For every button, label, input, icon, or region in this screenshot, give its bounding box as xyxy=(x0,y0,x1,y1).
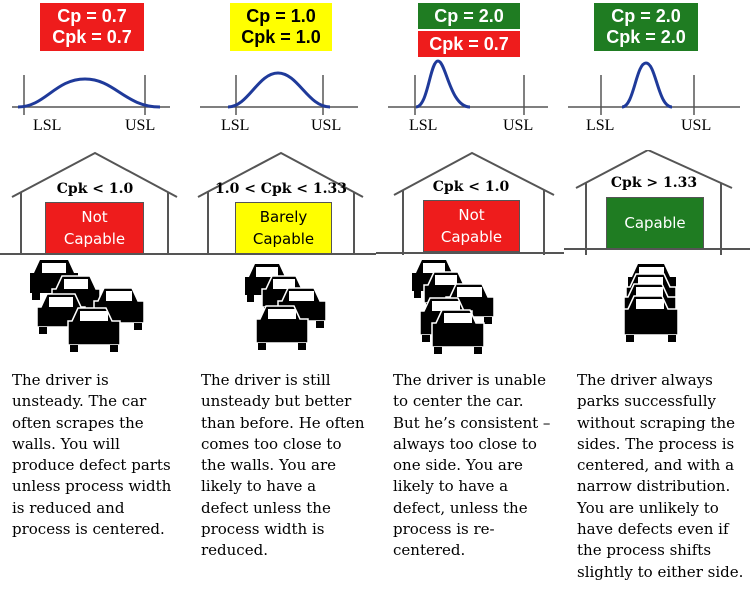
lsl-label: LSL xyxy=(409,117,438,134)
cp-value: Cp = 2.0 xyxy=(434,6,504,26)
capability-box xyxy=(235,202,332,254)
capability-line-1: Not xyxy=(458,206,485,224)
usl-label: USL xyxy=(681,117,712,134)
cpk-range-label: Cpk > 1.33 xyxy=(610,175,698,191)
car-cluster xyxy=(0,255,188,360)
cpk-value: Cpk = 1.0 xyxy=(241,27,321,47)
capability-line-2: Capable xyxy=(440,228,503,246)
car-cluster xyxy=(564,255,750,360)
capability-line-1: Capable xyxy=(624,214,686,232)
description-text: The driver is unsteady. The car often scrapes the walls. You will produce defect parts unless process width is reduced and process is centered. xyxy=(12,371,172,539)
capability-line-2: Capable xyxy=(252,230,315,248)
cpk-badge xyxy=(418,31,520,57)
capability-box xyxy=(45,202,144,254)
capability-box xyxy=(606,197,704,249)
capability-line-1: Not xyxy=(81,208,108,226)
description-text: The driver is unable to center the car. But he’s consistent – always too close to one side. You are likely to have a defect, unless the process is re-centered. xyxy=(393,371,551,560)
cpk-value: Cpk = 0.7 xyxy=(52,27,132,47)
cpk-range-label: Cpk < 1.0 xyxy=(56,181,134,197)
usl-label: USL xyxy=(311,117,342,134)
capability-line-1: Barely xyxy=(259,208,308,226)
panel-3 xyxy=(376,0,564,591)
cpk-range-label: Cpk < 1.0 xyxy=(432,179,510,195)
cpk-value: Cpk = 2.0 xyxy=(606,27,686,47)
distribution-curve xyxy=(188,55,376,115)
cp-value: Cp = 2.0 xyxy=(611,6,681,26)
car-cluster xyxy=(376,255,564,360)
panel-2 xyxy=(188,0,376,591)
cpk-value: Cpk = 0.7 xyxy=(429,34,509,54)
lsl-label: LSL xyxy=(33,117,62,134)
distribution-curve xyxy=(564,55,750,115)
cp-badge xyxy=(40,3,144,51)
panel-1 xyxy=(0,0,188,591)
cp-badge xyxy=(230,3,332,51)
car-cluster xyxy=(188,255,376,360)
usl-label: USL xyxy=(125,117,156,134)
usl-label: USL xyxy=(503,117,534,134)
cpk-range-label: 1.0 < Cpk < 1.33 xyxy=(214,181,348,197)
description-text: The driver always parks successfully without scraping the sides. The process is centered, and with a narrow distribution. You are unlikely to have defects even if the process shifts slightly to either side. xyxy=(577,371,744,581)
panel-4 xyxy=(564,0,750,591)
lsl-label: LSL xyxy=(586,117,615,134)
distribution-curve xyxy=(376,55,564,115)
cp-badge xyxy=(594,3,698,51)
distribution-curve xyxy=(0,55,188,115)
cp-value: Cp = 0.7 xyxy=(57,6,127,26)
capability-line-2: Capable xyxy=(63,230,126,248)
cp-badge xyxy=(418,3,520,29)
capability-box xyxy=(423,200,520,252)
cp-value: Cp = 1.0 xyxy=(246,6,316,26)
lsl-label: LSL xyxy=(221,117,250,134)
description-text: The driver is still unsteady but better than before. He often comes too close to the walls. You are likely to have a defect unless the process width is reduced. xyxy=(201,371,365,560)
